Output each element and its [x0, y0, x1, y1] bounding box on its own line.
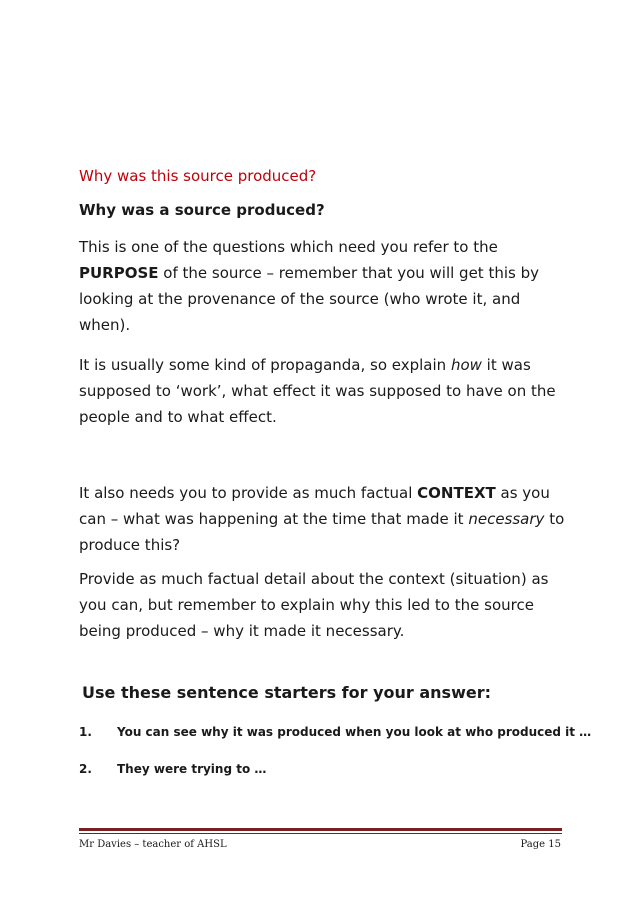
- para4-line3: being produced – why it made it necessary.: [79, 622, 405, 640]
- para4-line1: Provide as much factual detail about the context (situation) as: [79, 570, 549, 588]
- para2-line1-pre: It is usually some kind of propaganda, so explain: [79, 356, 451, 374]
- starter-item: [79, 762, 266, 776]
- para1-line2: [79, 260, 579, 286]
- para1-line3: looking at the provenance of the source (who wrote it, and: [79, 290, 521, 308]
- context-term: CONTEXT: [417, 484, 496, 502]
- section-title: Why was this source produced?: [79, 167, 317, 185]
- para3-line2-pre: can – what was happening at the time that made it: [79, 510, 469, 528]
- para2-line3: people and to what effect.: [79, 408, 277, 426]
- starter-number: 1.: [79, 725, 92, 739]
- footer-rule: [79, 828, 562, 831]
- para1-line4: when).: [79, 316, 131, 334]
- how-emphasis: how: [450, 356, 482, 374]
- para2-line2: supposed to ‘work’, what effect it was supposed to have on the: [79, 382, 556, 400]
- page-number: Page 15: [520, 839, 561, 850]
- footer-rule-thin: [79, 833, 562, 834]
- paragraph-context: [79, 480, 579, 558]
- starter-text: They were trying to …: [117, 762, 267, 776]
- footer-author: Mr Davies – teacher of AHSL: [79, 839, 227, 850]
- para4-line2: you can, but remember to explain why this led to the source: [79, 596, 534, 614]
- para3-line2-post: to: [544, 510, 565, 528]
- sentence-starters-heading: Use these sentence starters for your answer:: [82, 683, 491, 702]
- starter-number: 2.: [79, 762, 92, 776]
- para3-line2: [79, 506, 579, 532]
- starter-text: You can see why it was produced when you look at who produced it …: [117, 725, 592, 739]
- para1-line2-rest: of the source – remember that you will get this by: [158, 264, 539, 282]
- purpose-term: PURPOSE: [79, 264, 159, 282]
- para3-line1-post: as you: [495, 484, 550, 502]
- para2-line1-post: it was: [481, 356, 531, 374]
- para3-line3: produce this?: [79, 536, 181, 554]
- paragraph-propaganda: [79, 352, 579, 430]
- paragraph-purpose: [79, 234, 579, 338]
- para1-line1: This is one of the questions which need you refer to the: [79, 238, 498, 256]
- para2-line1: [79, 352, 579, 378]
- para3-line1: [79, 480, 579, 506]
- starter-item: [79, 725, 591, 739]
- paragraph-detail: [79, 566, 579, 644]
- subheading: Why was a source produced?: [79, 201, 325, 219]
- necessary-emphasis: necessary: [468, 510, 545, 528]
- para3-line1-pre: It also needs you to provide as much factual: [79, 484, 418, 502]
